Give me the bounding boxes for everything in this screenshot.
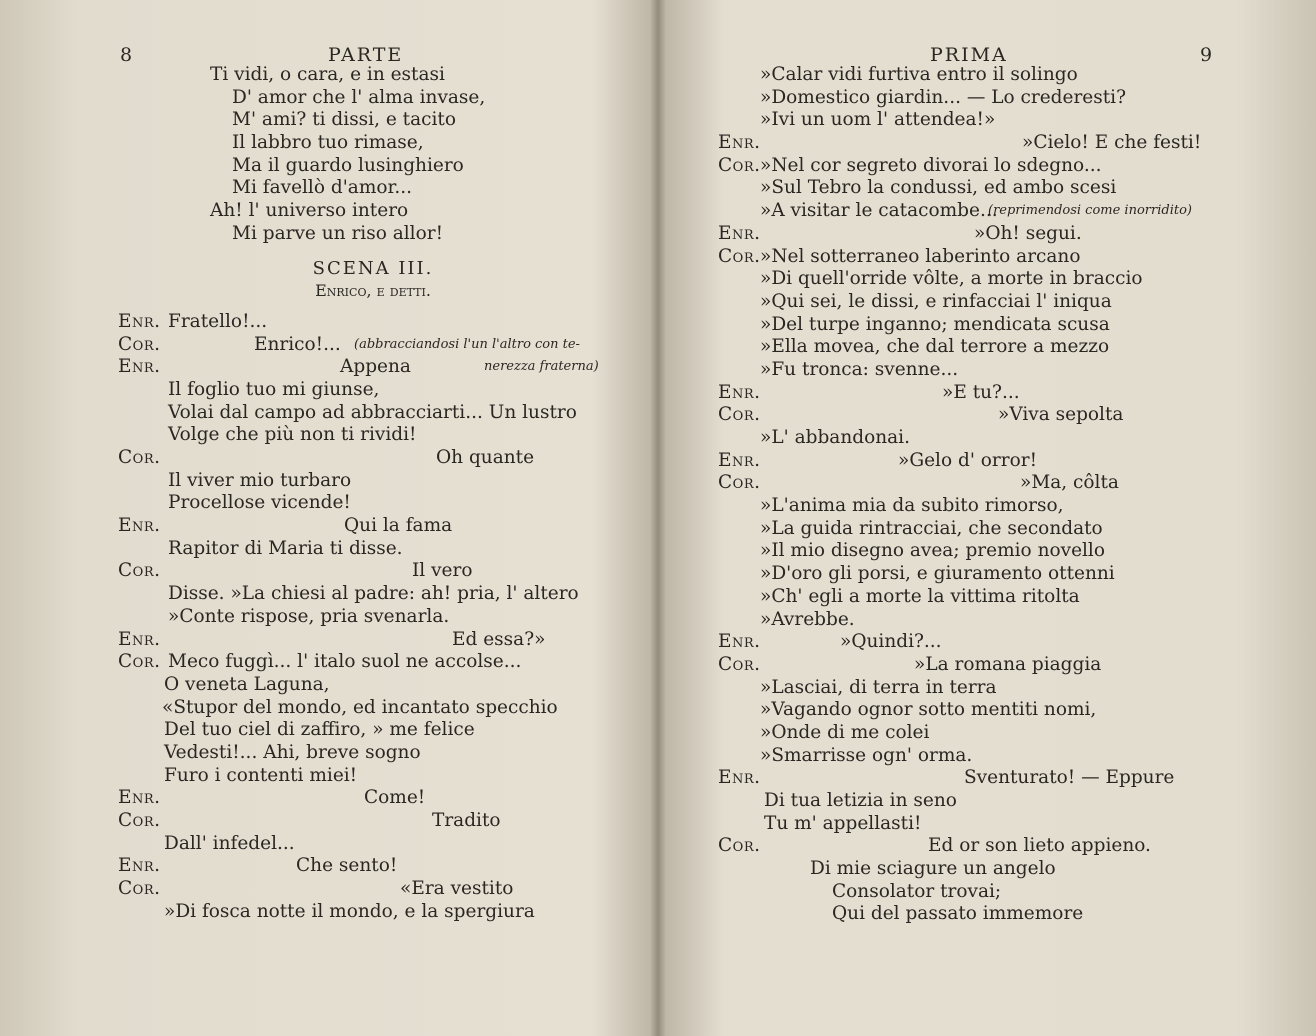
dialogue-line: Consolator trovai;	[832, 880, 1002, 902]
dialogue-line: Rapitor di Maria ti disse.	[168, 537, 403, 559]
right-page	[666, 0, 1316, 1036]
speaker: Enr.	[718, 767, 761, 789]
dialogue-line: Cor. Tradito	[118, 810, 501, 832]
dialogue-line: »D'oro gli porsi, e giuramento ottenni	[760, 563, 1115, 585]
dialogue-line: Enr. Sventurato! — Eppure	[718, 767, 1175, 789]
speaker: Enr.	[718, 381, 761, 403]
dialogue-line: Dall' infedel...	[164, 832, 295, 854]
speaker: Cor.	[118, 560, 161, 582]
speaker: Enr.	[118, 356, 161, 378]
speaker: Enr.	[718, 449, 761, 471]
speaker: Cor.	[718, 472, 761, 494]
dialogue-line: Cor. »Viva sepolta	[718, 404, 1124, 426]
dialogue-line: »La guida rintracciai, che secondato	[760, 517, 1103, 539]
dialogue-line: »Ch' egli a morte la vittima ritolta	[760, 585, 1080, 607]
dialogue-line: Enr. Come!	[118, 787, 426, 809]
dialogue-line: Di mie sciagure un angelo	[810, 858, 1056, 880]
page-number: 9	[1200, 44, 1215, 66]
dialogue-line: Enr. »Quindi?...	[718, 631, 942, 653]
dialogue-line: »Calar vidi furtiva entro il solingo	[760, 64, 1078, 85]
dialogue-line: »Avrebbe.	[760, 608, 855, 630]
running-head: PARTE	[328, 44, 404, 66]
scene-heading: SCENA III.	[312, 257, 434, 279]
dialogue-line: Enr. Che sento!	[118, 855, 398, 877]
verse-line: Il labbro tuo rimase,	[232, 132, 424, 154]
dialogue-line: Cor. Meco fuggì... l' italo suol ne accolse...	[118, 651, 522, 673]
speaker: Cor.	[718, 653, 761, 675]
dialogue-line: Cor. »Ma, côlta	[718, 472, 1119, 494]
dialogue-line: O veneta Laguna,	[164, 673, 330, 695]
speaker: Enr.	[118, 515, 161, 537]
dialogue-line: »Il mio disegno avea; premio novello	[760, 540, 1105, 562]
scene-cast: Enrico, e detti.	[315, 281, 431, 301]
dialogue-line: »Onde di me colei	[760, 721, 930, 743]
dialogue-line: Cor. Il vero	[118, 560, 473, 582]
running-head: PRIMA	[930, 44, 1008, 66]
speaker: Cor.	[118, 878, 161, 900]
speaker: Cor.	[118, 447, 161, 469]
dialogue-line: Del tuo ciel di zaffiro, » me felice	[164, 719, 475, 741]
book-gutter	[650, 0, 666, 1036]
dialogue-line: Volge che più non ti rividi!	[168, 424, 417, 446]
dialogue-line: Cor. »Nel cor segreto divorai lo sdegno...	[718, 154, 1102, 176]
aria-verse	[118, 64, 628, 246]
stage-direction: nerezza fraterna)	[484, 359, 599, 375]
speaker: Enr.	[718, 631, 761, 653]
speaker: Enr.	[718, 222, 761, 244]
speaker: Enr.	[118, 310, 161, 332]
dialogue-line: Disse. »La chiesi al padre: ah! pria, l' altero	[168, 583, 579, 605]
speaker: Enr.	[118, 628, 161, 650]
dialogue-line: »Domestico giardin... — Lo crederesti?	[760, 86, 1127, 108]
dialogue-line: Enr. Ed essa?»	[118, 628, 546, 650]
dialogue	[118, 311, 628, 924]
dialogue-line: »A visitar le catacombe... (reprimendosi come inorridito)	[760, 200, 1192, 222]
dialogue-line: Enr. Fratello!...	[118, 310, 268, 332]
dialogue-line: »L' abbandonai.	[760, 427, 910, 448]
dialogue-line: »Conte rispose, pria svenarla.	[168, 605, 450, 627]
dialogue-line: «Stupor del mondo, ed incantato specchio	[162, 696, 558, 718]
dialogue-line: Cor. Enrico!... (abbracciandosi l'un l'altro con te-	[118, 333, 580, 355]
dialogue-line: »Lasciai, di terra in terra	[760, 676, 997, 698]
dialogue-line: »Ivi un uom l' attendea!»	[760, 109, 996, 131]
dialogue-line: »Sul Tebro la condussi, ed ambo scesi	[760, 177, 1117, 199]
dialogue-line: Cor. »Nel sotterraneo laberinto arcano	[718, 245, 1081, 267]
right-page-body	[718, 64, 1278, 926]
dialogue-line: »Di fosca notte il mondo, e la spergiura	[164, 900, 535, 922]
stage-direction: (abbracciandosi l'un l'altro con te-	[354, 336, 580, 352]
dialogue-line: »Del turpe inganno; mendicata scusa	[760, 313, 1110, 335]
verse-line: Mi parve un riso allor!	[232, 222, 443, 244]
speaker: Cor.	[118, 333, 161, 355]
dialogue-line: Qui del passato immemore	[832, 903, 1084, 925]
dialogue-line: Enr. »Oh! segui.	[718, 222, 1082, 244]
dialogue-line: »Qui sei, le dissi, e rinfacciai l' iniqua	[760, 290, 1112, 312]
dialogue-line: Cor. Oh quante	[118, 447, 535, 469]
dialogue-line: Tu m' appellasti!	[764, 812, 922, 834]
speaker: Enr.	[118, 787, 161, 809]
page-number: 8	[120, 44, 135, 66]
verse-line: M' ami? ti dissi, e tacito	[232, 109, 456, 131]
dialogue-line: Cor. «Era vestito	[118, 878, 514, 900]
speaker: Enr.	[118, 855, 161, 877]
dialogue-line: »Di quell'orride vôlte, a morte in braccio	[760, 268, 1143, 290]
speaker: Cor.	[718, 154, 761, 176]
verse-line: Ma il guardo lusinghiero	[232, 154, 464, 176]
dialogue-line: Procellose vicende!	[168, 492, 351, 514]
dialogue-line: Il foglio tuo mi giunse,	[168, 378, 380, 400]
dialogue-line: »Smarrisse ogn' orma.	[760, 744, 973, 766]
speaker: Cor.	[718, 404, 761, 426]
dialogue-line: Vedesti!... Ahi, breve sogno	[164, 741, 421, 763]
verse-line: D' amor che l' alma invase,	[232, 86, 486, 108]
dialogue-line: »Fu tronca: svenne...	[760, 358, 959, 380]
dialogue-line: Enr. Appena nerezza fraterna)	[118, 356, 599, 378]
dialogue-line: Enr. »E tu?...	[718, 381, 1020, 403]
speaker: Cor.	[718, 835, 761, 857]
left-page-body	[118, 64, 628, 923]
dialogue-line: Enr. »Gelo d' orror!	[718, 449, 1038, 471]
dialogue-line: Furo i contenti miei!	[164, 764, 358, 786]
dialogue-line: Il viver mio turbaro	[168, 469, 352, 491]
dialogue-line: Cor. »La romana piaggia	[718, 653, 1102, 675]
dialogue-line: »Ella movea, che dal terrore a mezzo	[760, 336, 1110, 358]
stage-direction: (reprimendosi come inorridito)	[988, 203, 1192, 219]
verse-line: Ti vidi, o cara, e in estasi	[210, 64, 445, 85]
dialogue-line: »L'anima mia da subito rimorso,	[760, 495, 1064, 517]
dialogue-line: »Vagando ognor sotto mentiti nomi,	[760, 699, 1097, 721]
dialogue-line: Di tua letizia in seno	[764, 790, 957, 811]
left-page	[0, 0, 650, 1036]
dialogue-line: Enr. »Cielo! E che festi!	[718, 132, 1202, 154]
dialogue-line: Volai dal campo ad abbracciarti... Un lustro	[168, 401, 577, 423]
verse-line: Ah! l' universo intero	[210, 200, 409, 222]
speaker: Cor.	[118, 651, 161, 673]
speaker: Cor.	[718, 245, 761, 267]
speaker: Enr.	[718, 132, 761, 154]
speaker: Cor.	[118, 810, 161, 832]
dialogue-line: Cor. Ed or son lieto appieno.	[718, 835, 1151, 857]
dialogue-line: Enr. Qui la fama	[118, 515, 453, 537]
verse-line: Mi favellò d'amor...	[232, 177, 412, 199]
